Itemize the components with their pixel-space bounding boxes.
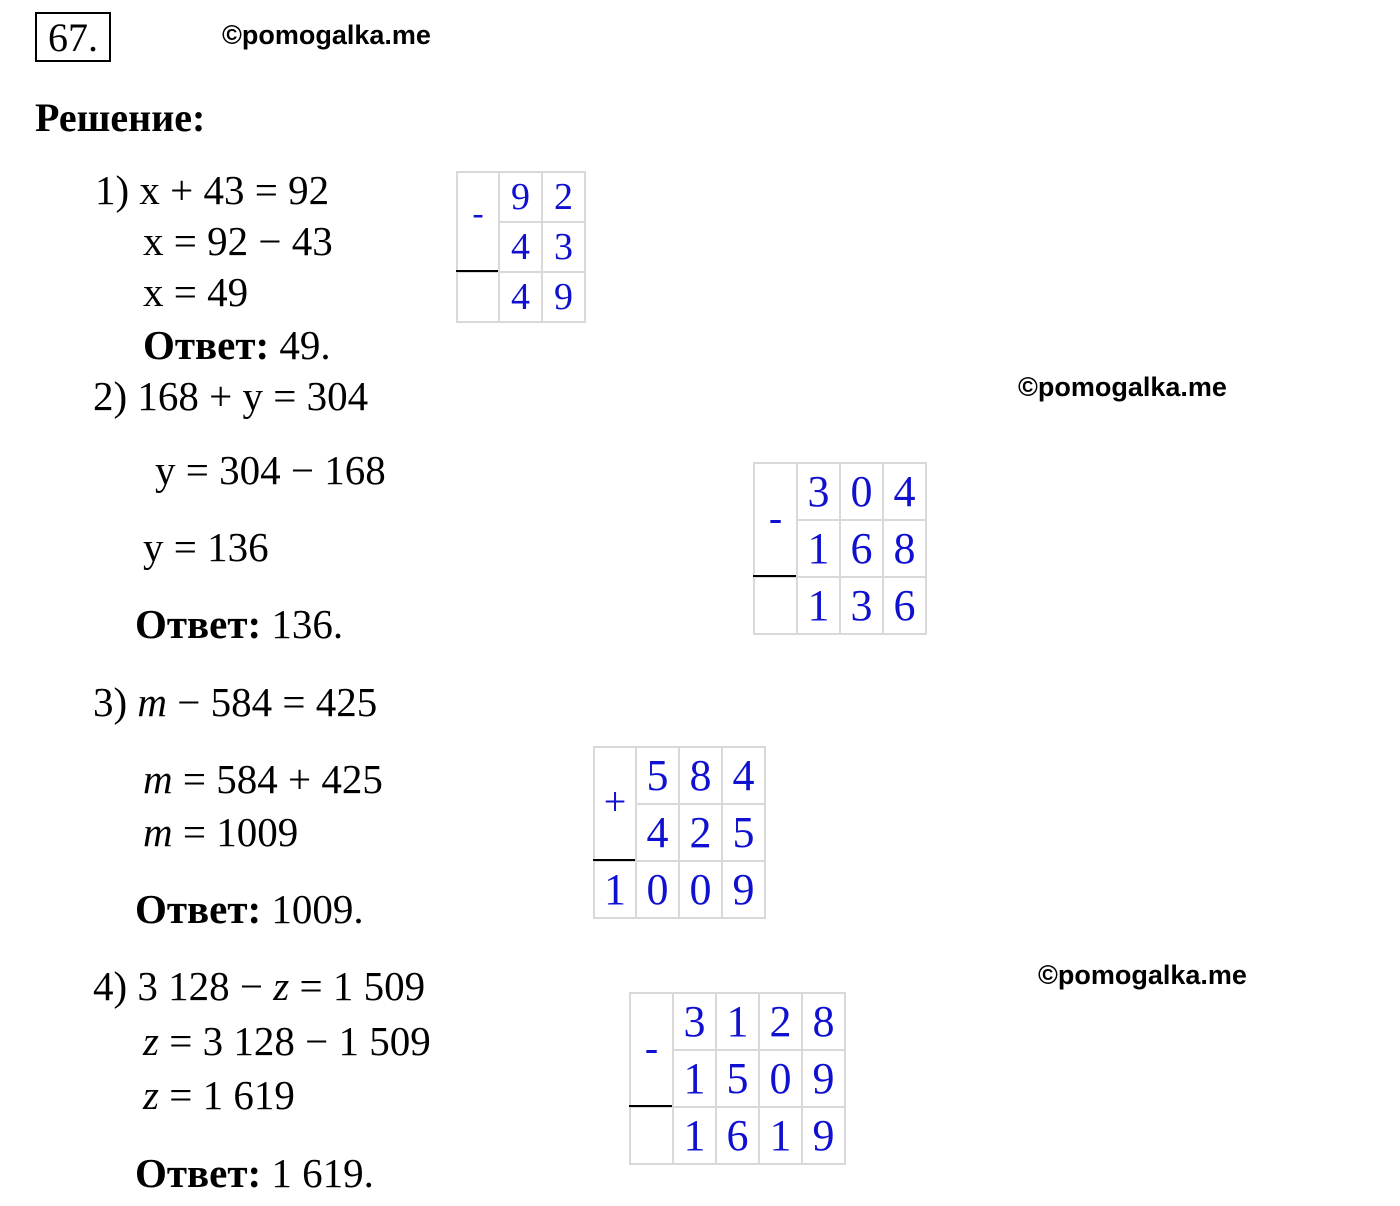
minus-sign: - xyxy=(472,195,484,232)
calc-digit: 2 xyxy=(680,805,723,862)
p3-column-calc xyxy=(593,746,766,919)
calc-digit: 3 xyxy=(543,223,586,273)
p4-line-1-rest: = 1 509 xyxy=(289,963,426,1009)
variable-m: m xyxy=(137,679,168,725)
watermark-right-1: ©pomogalka.me xyxy=(1018,372,1227,402)
calc-digit: 4 xyxy=(723,748,766,805)
p2-line-2: y = 304 − 168 xyxy=(155,447,386,493)
calc-digit: 3 xyxy=(798,464,841,521)
p3-line-1-prefix: 3) xyxy=(93,679,138,725)
calc-digit: 5 xyxy=(723,805,766,862)
calc-digit: 0 xyxy=(680,862,723,919)
p3-answer-value: 1009. xyxy=(271,886,364,932)
calc-digit: 6 xyxy=(884,578,927,635)
plus-sign: + xyxy=(603,779,627,824)
answer-label: Ответ: xyxy=(135,1150,262,1196)
p2-result-line xyxy=(753,575,796,577)
calc-digit: 4 xyxy=(500,273,543,323)
calc-digit: 5 xyxy=(637,748,680,805)
p4-answer xyxy=(135,1149,374,1197)
solution-heading: Решение: xyxy=(35,95,206,140)
p1-column-calc xyxy=(456,171,586,323)
p2-answer xyxy=(135,600,343,648)
calc-digit: 2 xyxy=(760,994,803,1051)
p2-line-3: y = 136 xyxy=(143,524,269,570)
calc-digit: 9 xyxy=(723,862,766,919)
p1-answer xyxy=(143,321,331,369)
calc-empty-cell xyxy=(755,578,798,635)
p3-line-3-rest: = 1009 xyxy=(172,809,299,855)
calc-digit: 2 xyxy=(543,173,586,223)
variable-z: z xyxy=(143,1072,159,1118)
calc-digit: 9 xyxy=(543,273,586,323)
p1-line-3: x = 49 xyxy=(143,269,249,315)
calc-digit: 6 xyxy=(841,521,884,578)
p4-result-line xyxy=(629,1105,672,1107)
p1-line-1: 1) x + 43 = 92 xyxy=(95,167,330,213)
calc-digit: 1 xyxy=(760,1108,803,1165)
calc-digit: 3 xyxy=(674,994,717,1051)
p3-answer xyxy=(135,885,364,933)
p3-line-2-rest: = 584 + 425 xyxy=(172,756,383,802)
p2-calc-op-cell xyxy=(755,464,798,578)
calc-digit: 1 xyxy=(717,994,760,1051)
p1-calc-op-cell xyxy=(458,173,500,273)
calc-digit: 1 xyxy=(674,1051,717,1108)
p4-line-2-rest: = 3 128 − 1 509 xyxy=(158,1018,431,1064)
p1-result-line xyxy=(456,270,498,272)
p3-calc-op-cell xyxy=(595,748,637,862)
calc-digit: 8 xyxy=(884,521,927,578)
calc-digit: 4 xyxy=(637,805,680,862)
problem-number: 67. xyxy=(35,12,111,62)
calc-digit: 9 xyxy=(803,1108,846,1165)
p4-line-1 xyxy=(93,962,425,1010)
p2-column-calc xyxy=(753,462,927,635)
p4-answer-value: 1 619. xyxy=(271,1150,374,1196)
calc-digit: 3 xyxy=(841,578,884,635)
calc-digit: 1 xyxy=(798,521,841,578)
minus-sign: - xyxy=(644,1025,659,1070)
minus-sign: - xyxy=(768,495,783,540)
p3-result-line xyxy=(593,859,635,861)
calc-digit: 0 xyxy=(841,464,884,521)
variable-m: m xyxy=(143,756,173,802)
p3-line-3 xyxy=(143,808,298,856)
p4-line-3 xyxy=(143,1071,295,1119)
p4-line-1-prefix: 4) 3 128 − xyxy=(93,963,274,1009)
watermark-top: ©pomogalka.me xyxy=(222,20,431,50)
p3-line-2 xyxy=(143,755,383,803)
calc-digit: 9 xyxy=(500,173,543,223)
answer-label: Ответ: xyxy=(135,886,262,932)
p2-answer-value: 136. xyxy=(271,601,344,647)
p2-line-1: 2) 168 + y = 304 xyxy=(93,373,369,419)
calc-digit: 9 xyxy=(803,1051,846,1108)
calc-digit: 1 xyxy=(595,862,637,919)
variable-z: z xyxy=(143,1018,159,1064)
calc-digit: 0 xyxy=(760,1051,803,1108)
calc-digit: 8 xyxy=(803,994,846,1051)
variable-z: z xyxy=(273,963,290,1009)
p1-line-2: x = 92 − 43 xyxy=(143,218,333,264)
p4-column-calc xyxy=(629,992,846,1165)
calc-digit: 1 xyxy=(674,1108,717,1165)
calc-digit: 4 xyxy=(500,223,543,273)
watermark-right-2: ©pomogalka.me xyxy=(1038,960,1247,990)
calc-empty-cell xyxy=(458,273,500,323)
p4-line-2 xyxy=(143,1017,431,1065)
calc-digit: 1 xyxy=(798,578,841,635)
p3-line-1-rest: − 584 = 425 xyxy=(167,679,378,725)
calc-digit: 0 xyxy=(637,862,680,919)
answer-label: Ответ: xyxy=(135,601,262,647)
p4-line-3-rest: = 1 619 xyxy=(158,1072,295,1118)
answer-label: Ответ: xyxy=(143,322,270,368)
p3-line-1 xyxy=(93,678,377,726)
calc-digit: 6 xyxy=(717,1108,760,1165)
calc-digit: 4 xyxy=(884,464,927,521)
calc-digit: 5 xyxy=(717,1051,760,1108)
calc-empty-cell xyxy=(631,1108,674,1165)
variable-m: m xyxy=(143,809,173,855)
calc-digit: 8 xyxy=(680,748,723,805)
p4-calc-op-cell xyxy=(631,994,674,1108)
p1-answer-value: 49. xyxy=(279,322,331,368)
